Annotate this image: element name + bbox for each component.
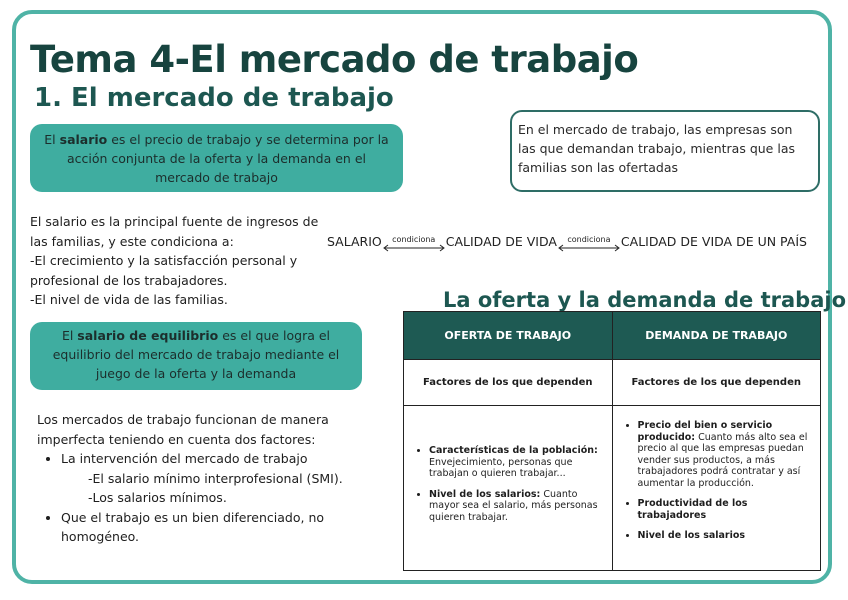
factor-term: Precio del bien o servicio producido: xyxy=(637,420,773,443)
table-cell-demanda xyxy=(612,406,821,571)
mercados-sub-item: -Los salarios mínimos. xyxy=(88,490,227,505)
list-item xyxy=(638,420,812,489)
salario-definition: es el precio de trabajo y se determina por la acción conjunta de la oferta y la demanda en el mercado de trabajo xyxy=(66,132,389,185)
section-subtitle: 1. El mercado de trabajo xyxy=(34,83,394,113)
list-item xyxy=(429,489,603,524)
salario-term: salario xyxy=(59,132,108,147)
empresas-familias-box xyxy=(510,110,820,192)
table-subheader-demanda: Factores de los que dependen xyxy=(612,360,821,406)
salario-prefix: El xyxy=(44,132,60,147)
factor-text: Cuanto más alto sea el precio al que las empresas puedan vender sus productos, a más trabajadores podrá contratar y así aumentar la producción. xyxy=(637,431,808,489)
factor-text: Cuanto mayor sea el salario, más personas quieren trabajar. xyxy=(429,488,598,523)
factor-term: Características de la población: xyxy=(429,445,598,456)
mercados-bullet-text: La intervención del mercado de trabajo xyxy=(61,451,308,466)
empresas-familias-text: En el mercado de trabajo, las empresas son las que demandan trabajo, mientras que las familias son las ofertadas xyxy=(518,122,795,175)
salario-info-line: -El nivel de vida de las familias. xyxy=(30,292,228,307)
mercados-bullet xyxy=(61,449,347,508)
double-arrow-icon xyxy=(558,244,620,252)
condiciona-chain xyxy=(327,232,807,252)
salario-definition-box xyxy=(30,124,403,192)
oferta-factors-list xyxy=(405,407,611,523)
list-item xyxy=(638,498,812,521)
list-item xyxy=(429,445,603,480)
chain-item-calidad-vida-pais: CALIDAD DE VIDA DE UN PAÍS xyxy=(620,234,807,249)
oferta-demanda-title: La oferta y la demanda de trabajo xyxy=(443,288,846,312)
page-title: Tema 4-El mercado de trabajo xyxy=(30,38,639,81)
mercados-list xyxy=(37,449,347,547)
equilibrio-definition-box xyxy=(30,322,362,390)
table-header-row xyxy=(404,312,821,360)
chain-item-salario: SALARIO xyxy=(327,234,382,249)
list-item xyxy=(638,530,812,542)
table-subheader-row xyxy=(404,360,821,406)
factor-term: Productividad de los trabajadores xyxy=(637,498,748,521)
table-subheader-oferta: Factores de los que dependen xyxy=(404,360,613,406)
mercados-sub-item: -El salario mínimo interprofesional (SMI). xyxy=(88,470,343,486)
table-header-demanda: DEMANDA DE TRABAJO xyxy=(612,312,821,360)
mercados-info xyxy=(37,410,347,547)
table-cell-oferta xyxy=(404,406,613,571)
condiciona-arrow xyxy=(558,235,620,252)
double-arrow-icon xyxy=(383,244,445,252)
condiciona-label: condiciona xyxy=(567,235,611,244)
mercados-intro: Los mercados de trabajo funcionan de manera imperfecta teniendo en cuenta dos factores: xyxy=(37,412,329,447)
demanda-factors-list xyxy=(614,407,820,542)
equilibrio-term: salario de equilibrio xyxy=(77,328,219,343)
condiciona-arrow xyxy=(383,235,445,252)
oferta-demanda-table xyxy=(403,311,821,571)
chain-item-calidad-vida: CALIDAD DE VIDA xyxy=(445,234,557,249)
table-header-oferta: OFERTA DE TRABAJO xyxy=(404,312,613,360)
salario-info-line: -El crecimiento y la satisfacción personal y profesional de los trabajadores. xyxy=(30,253,298,288)
mercados-bullet-text: Que el trabajo es un bien diferenciado, no homogéneo. xyxy=(61,509,325,544)
factor-term: Nivel de los salarios xyxy=(637,530,746,541)
condiciona-label: condiciona xyxy=(392,235,436,244)
mercados-bullet xyxy=(61,508,347,547)
table-body-row xyxy=(404,406,821,571)
salario-info-line: El salario es la principal fuente de ingresos de las familias, y este condiciona a: xyxy=(30,214,319,249)
salario-info xyxy=(30,212,330,310)
equilibrio-prefix: El xyxy=(61,328,78,343)
equilibrio-definition: es el que logra el equilibrio del mercado de trabajo mediante el juego de la oferta y la demanda xyxy=(52,328,340,381)
factor-term: Nivel de los salarios: xyxy=(429,488,541,500)
factor-text: Envejecimiento, personas que trabajan o quieren trabajar... xyxy=(429,456,573,479)
